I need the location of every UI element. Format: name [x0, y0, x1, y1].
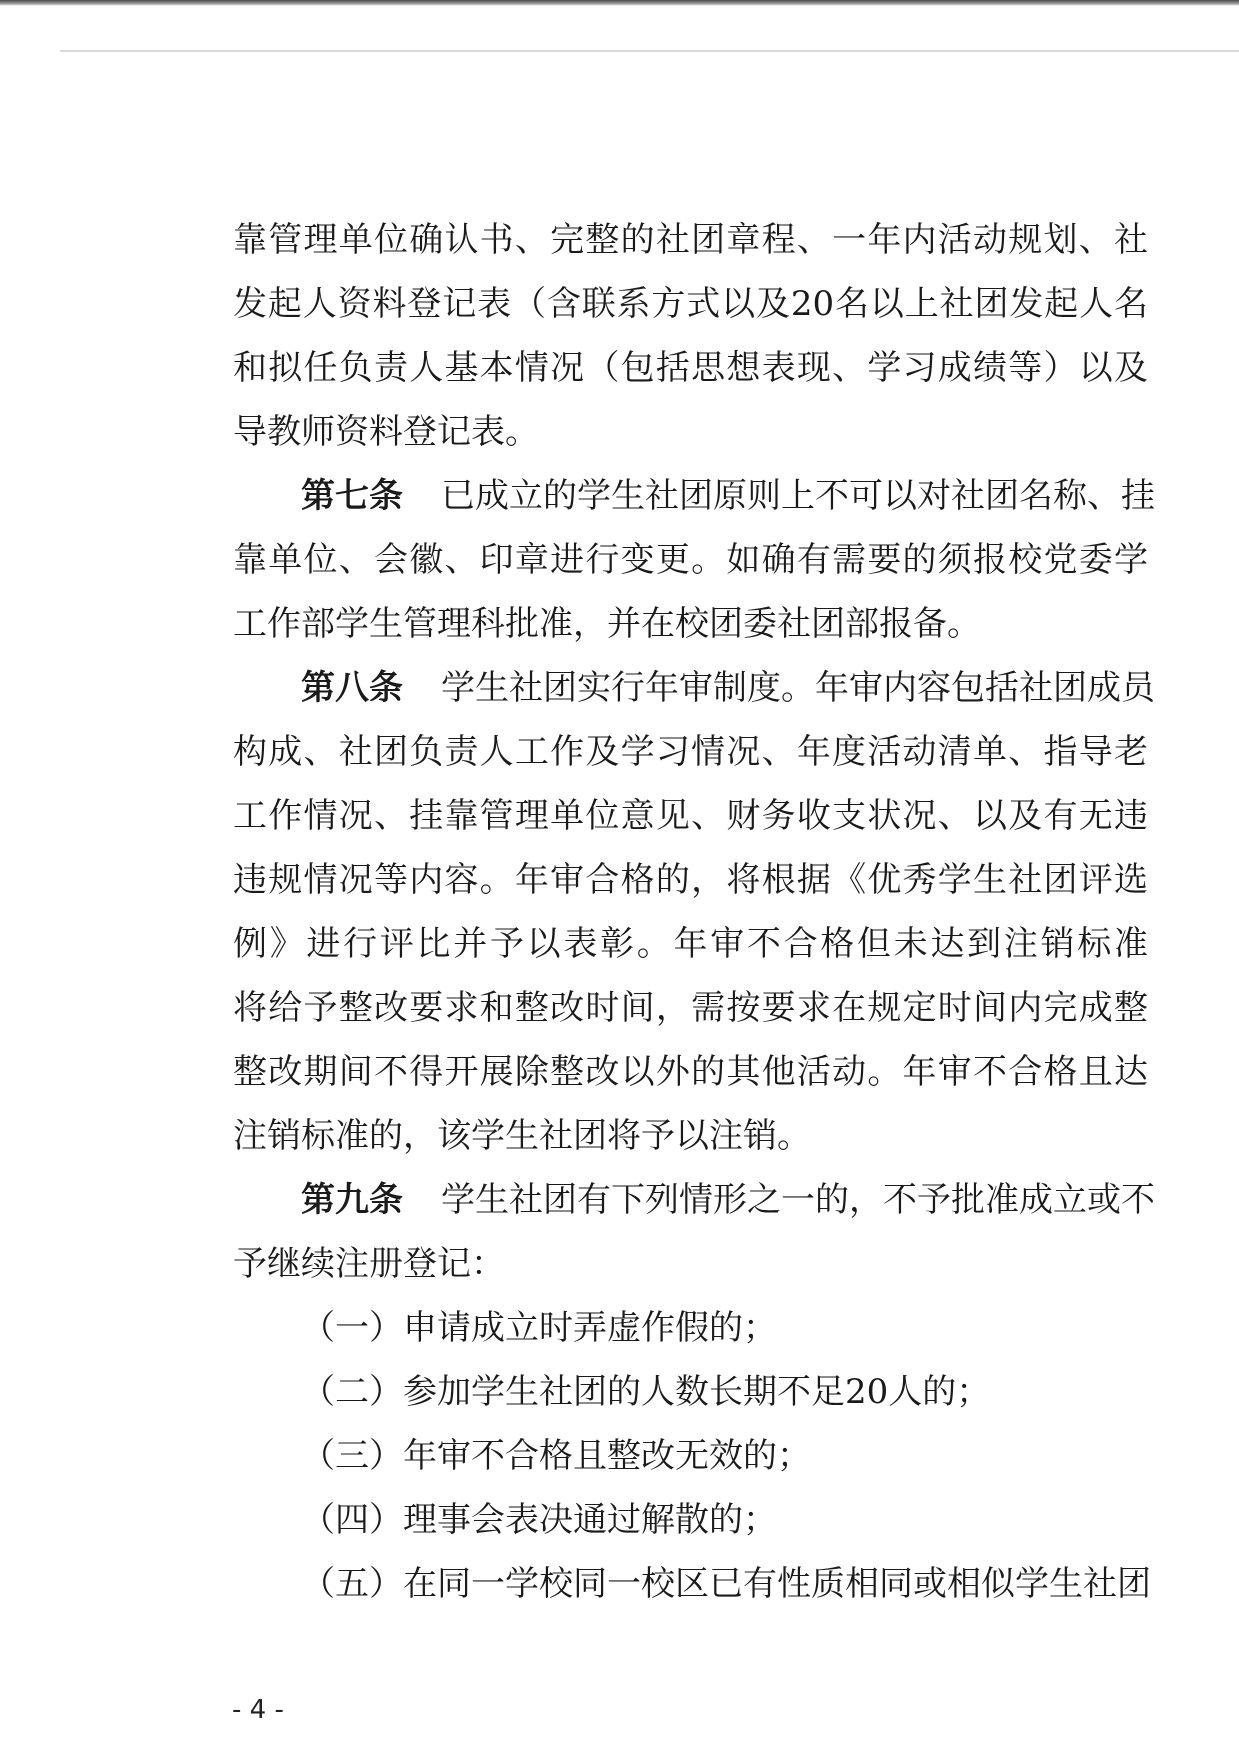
article-8	[233, 656, 1155, 1168]
article-7	[233, 464, 1155, 656]
text-line: 工作情况、挂靠管理单位意见、财务收支状况、以及有无违	[233, 796, 1148, 836]
article-heading: 第八条	[301, 668, 403, 708]
document-body	[233, 208, 1155, 1616]
text-line: 予继续注册登记：	[233, 1244, 505, 1284]
text-line: 例》进行评比并予以表彰。年审不合格但未达到注销标准	[233, 924, 1148, 964]
article-first-line	[233, 464, 1155, 528]
text-line: 和拟任负责人基本情况（包括思想表现、学习成绩等）以及	[233, 348, 1148, 388]
text-line: 工作部学生管理科批准，并在校团委社团部报备。	[233, 604, 981, 644]
list-item: （五）在同一学校同一校区已有性质相同或相似学生社团	[301, 1564, 1151, 1604]
paragraph-intro	[233, 208, 1148, 464]
text-line: 注销标准的，该学生社团将予以注销。	[233, 1116, 811, 1156]
list-item: （一）申请成立时弄虚作假的；	[301, 1308, 777, 1348]
scan-edge	[0, 0, 1239, 6]
text-line: 发起人资料登记表（含联系方式以及20名以上社团发起人名	[233, 284, 1148, 324]
article-heading: 第七条	[301, 476, 403, 516]
scan-line	[60, 50, 1239, 52]
text-line: 整改期间不得开展除整改以外的其他活动。年审不合格且达	[233, 1052, 1148, 1092]
text-line: 将给予整改要求和整改时间，需按要求在规定时间内完成整	[233, 988, 1148, 1028]
text-line: 靠单位、会徽、印章进行变更。如确有需要的须报校党委学	[233, 540, 1148, 580]
page-number: - 4 -	[232, 1695, 284, 1725]
article-first-line	[233, 1168, 1155, 1232]
list-item: （三）年审不合格且整改无效的；	[301, 1436, 811, 1476]
list-item: （四）理事会表决通过解散的；	[301, 1500, 777, 1540]
article-heading: 第九条	[301, 1180, 403, 1220]
list-item: （二）参加学生社团的人数长期不足20人的；	[301, 1372, 991, 1412]
text-line: 靠管理单位确认书、完整的社团章程、一年内活动规划、社	[233, 220, 1148, 260]
text-line: 导教师资料登记表。	[233, 412, 539, 452]
article-first-line	[233, 656, 1155, 720]
text-line: 构成、社团负责人工作及学习情况、年度活动清单、指导老	[233, 732, 1148, 772]
text-line: 违规情况等内容。年审合格的，将根据《优秀学生社团评选	[233, 860, 1148, 900]
text-span: 学生社团实行年审制度。年审内容包括社团成员	[441, 668, 1155, 708]
text-span: 学生社团有下列情形之一的，不予批准成立或不	[441, 1180, 1155, 1220]
text-span: 已成立的学生社团原则上不可以对社团名称、挂	[441, 476, 1155, 516]
article-9	[233, 1168, 1155, 1616]
